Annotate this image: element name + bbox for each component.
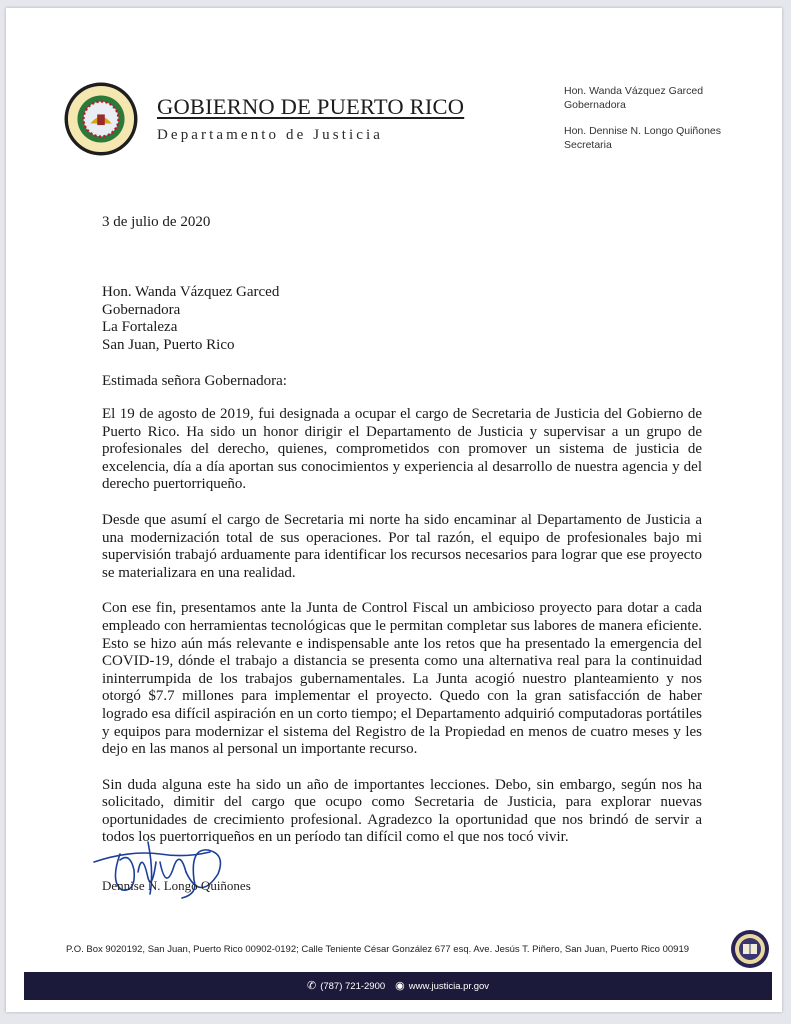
official-name: Hon. Wanda Vázquez Garced bbox=[564, 85, 704, 97]
department-name: Departamento de Justicia bbox=[157, 127, 384, 143]
footer-address: P.O. Box 9020192, San Juan, Puerto Rico 00902-0192; Calle Teniente César González 677 esq. Ave. Jesús T. Piñero, San Juan, Puerto Rico 00919 bbox=[66, 944, 690, 955]
letter-page bbox=[6, 8, 782, 1012]
phone-number: (787) 721-2900 bbox=[320, 980, 386, 992]
puerto-rico-seal-icon bbox=[63, 81, 139, 157]
website-link[interactable] bbox=[395, 981, 489, 992]
phone-icon: ✆ bbox=[306, 979, 317, 992]
globe-icon: ◉ bbox=[395, 979, 405, 992]
official-title: Gobernadora bbox=[564, 99, 626, 111]
government-title: GOBIERNO DE PUERTO RICO bbox=[157, 94, 465, 119]
signer-name: Dennise N. Longo Quiñones bbox=[102, 878, 251, 893]
address-line: La Fortaleza bbox=[102, 319, 178, 336]
department-emblem-icon bbox=[730, 929, 770, 969]
address-line: San Juan, Puerto Rico bbox=[102, 336, 235, 353]
letter-date: 3 de julio de 2020 bbox=[102, 214, 211, 230]
phone-contact bbox=[307, 981, 385, 992]
address-line: Hon. Wanda Vázquez Garced bbox=[102, 284, 280, 300]
salutation: Estimada señora Gobernadora: bbox=[102, 373, 287, 389]
letter-body bbox=[102, 406, 702, 865]
officials-block bbox=[564, 84, 784, 152]
recipient-address bbox=[102, 284, 702, 354]
official-name: Hon. Dennise N. Longo Quiñones bbox=[564, 125, 722, 137]
paragraph: El 19 de agosto de 2019, fui designada a ocupar el cargo de Secretaria de Justicia del Gobierno de Puerto Rico. Ha sido un honor dirigir el Departamento de Justicia y supervisar a un grupo de profesionales del derecho, quienes, comprometidos con promover un sistema de justicia de excelencia, día a día aportan sus conocimientos y experiencia al desarrollo de nuestra agencia y del derecho puertorriqueño. bbox=[102, 406, 702, 493]
website-url[interactable]: www.justicia.pr.gov bbox=[408, 980, 490, 992]
paragraph: Sin duda alguna este ha sido un año de importantes lecciones. Debo, sin embargo, según nos ha solicitado, dimitir del cargo que ocupo como Secretaria de Justicia, para explorar nuevas oportunidades de crecimiento profesional. Agradezco la oportunidad que nos brindó de servir a todos los puertorriqueños en un período tan difícil como el que nos tocó vivir. bbox=[102, 776, 702, 846]
footer-contact-bar bbox=[24, 972, 772, 1000]
official-title: Secretaria bbox=[564, 139, 612, 151]
paragraph: Con ese fin, presentamos ante la Junta de Control Fiscal un ambicioso proyecto para dotar a cada empleado con herramientas tecnológicas que le permitan completar sus labores de manera eficiente. Esto se hizo aún más relevante e indispensable ante los retos que ha presentado la emergencia del COVID-19, dónde el trabajo a distancia se presenta como una alternativa real para la continuidad ininterrumpida de los trabajos gubernamentales. La Junta acogió nuestro planteamiento y nos otorgó $7.7 millones para implementar el proyecto. Quedo con la gran satisfacción de haber logrado esa difícil aspiración en un corto tiempo; el Departamento adquirió computadoras portátiles y equipos para modernizar el sistema del Registro de la Propiedad en menos de cuatro meses y les dejo en las manos al personal un importante recurso. bbox=[102, 600, 702, 758]
paragraph: Desde que asumí el cargo de Secretaria mi norte ha sido encaminar al Departamento de Justicia a una modernización total de sus operaciones. Por tal razón, el equipo de profesionales bajo mi supervisión trabajó arduamente para identificar los recursos necesarios para lograr que ese proyecto se materializara en una realidad. bbox=[102, 511, 702, 581]
address-line: Gobernadora bbox=[102, 301, 181, 318]
